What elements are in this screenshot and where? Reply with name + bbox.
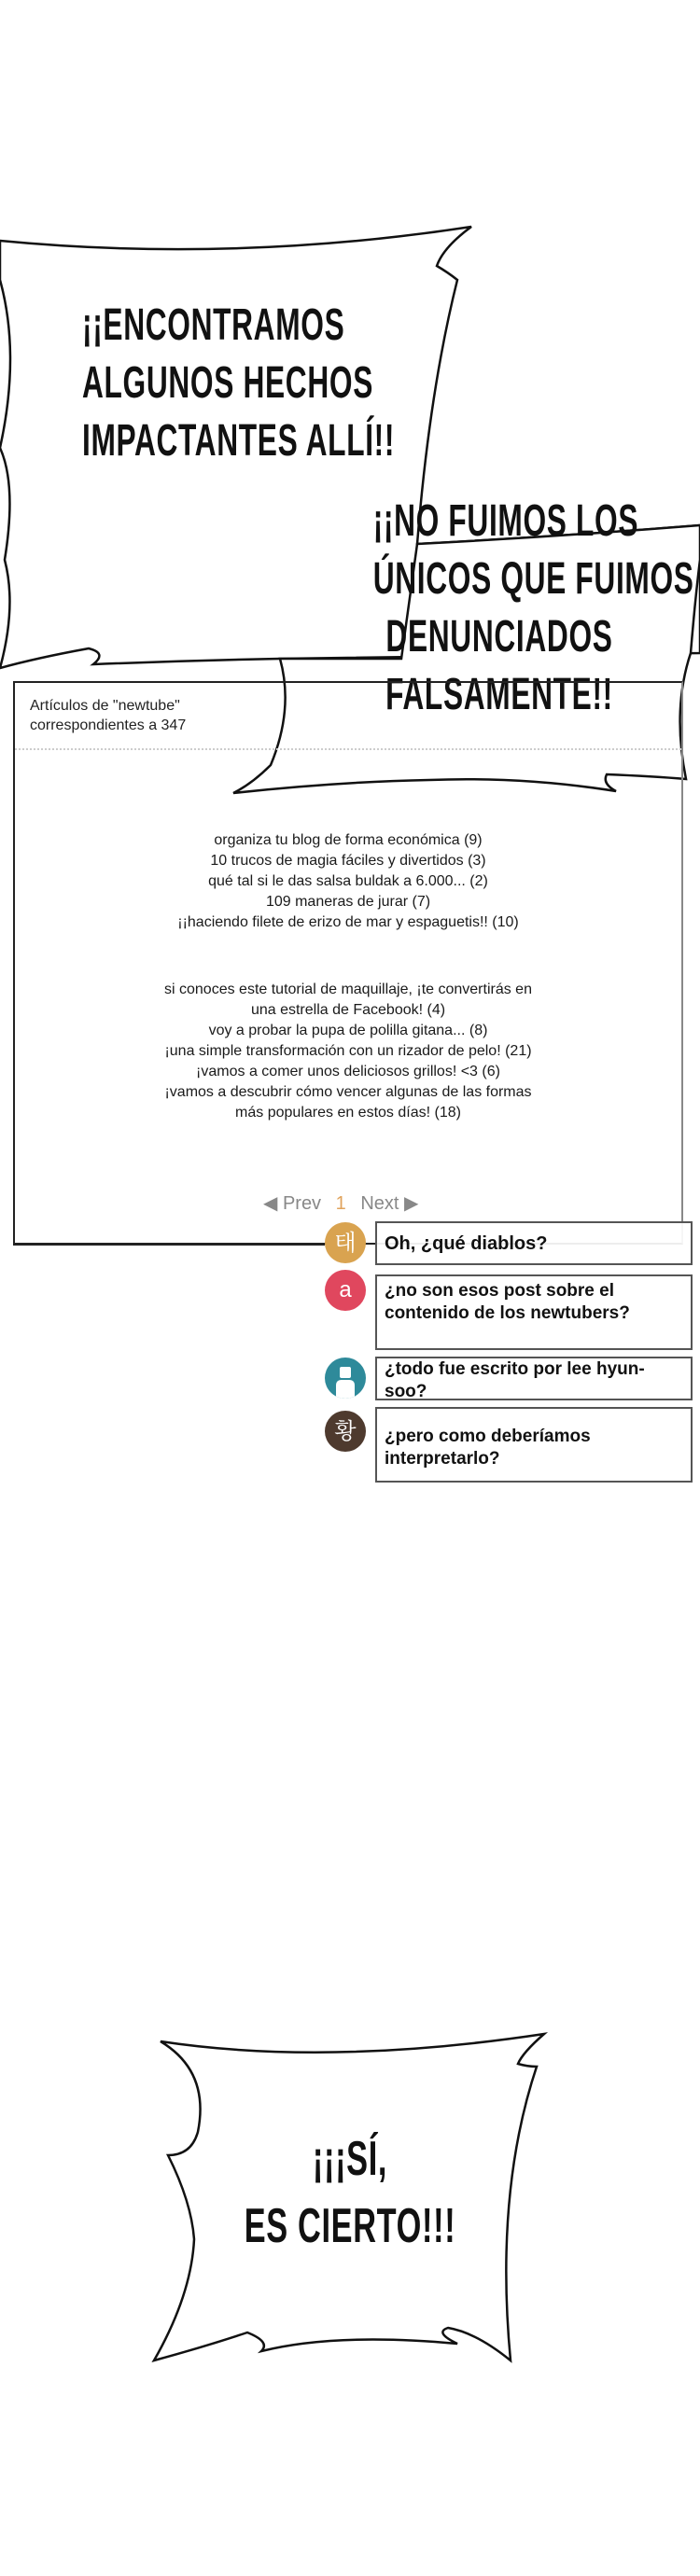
articles-panel xyxy=(13,681,683,1245)
article-link[interactable]: si conoces este tutorial de maquillaje, ¡te convertirás en xyxy=(164,982,532,997)
comment-text: ¿no son esos post sobre el contenido de los newtubers? xyxy=(385,1281,630,1323)
article-list-2 xyxy=(15,980,681,1123)
bubble-line: DENUNCIADOS xyxy=(385,612,613,661)
comment-text: ¿pero como deberíamos interpretarlo? xyxy=(385,1427,591,1469)
avatar xyxy=(325,1411,366,1452)
bubble-text-top-left xyxy=(19,297,396,470)
comment-text: ¿todo fue escrito por lee hyun-soo? xyxy=(385,1359,645,1401)
bubble-line: ES CIERTO!!! xyxy=(244,2199,456,2253)
comment xyxy=(375,1407,693,1483)
avatar-initial: 태 xyxy=(334,1230,357,1256)
current-page[interactable]: 1 xyxy=(335,1193,346,1214)
bubble-line: ÚNICOS QUE FUIMOS xyxy=(372,554,694,604)
avatar xyxy=(325,1270,366,1311)
person-icon xyxy=(325,1358,366,1399)
article-link[interactable]: 10 trucos de magia fáciles y divertidos (3) xyxy=(210,853,486,869)
article-link[interactable]: una estrella de Facebook! (4) xyxy=(250,1002,446,1018)
article-link[interactable]: ¡una simple transformación con un rizador de pelo! (21) xyxy=(164,1043,532,1059)
avatar xyxy=(325,1222,366,1263)
article-link[interactable]: ¡vamos a comer unos deliciosos grillos! <3 (6) xyxy=(196,1064,500,1079)
article-link[interactable]: organiza tu blog de forma económica (9) xyxy=(214,832,483,848)
bubble-line: ALGUNOS HECHOS xyxy=(82,358,373,408)
header-divider xyxy=(15,748,681,750)
bubble-line: ¡¡ENCONTRAMOS xyxy=(82,300,345,350)
panel-header xyxy=(30,696,186,735)
bubble-line: FALSAMENTE!! xyxy=(385,670,613,719)
article-link[interactable]: más populares en estos días! (18) xyxy=(235,1105,461,1121)
article-link[interactable]: ¡¡haciendo filete de erizo de mar y espaguetis!! (10) xyxy=(177,914,519,930)
avatar-initial: a xyxy=(339,1277,352,1302)
article-link[interactable]: ¡vamos a descubrir cómo vencer algunas de las formas xyxy=(164,1084,532,1100)
bubble-line: IMPACTANTES ALLÍ!! xyxy=(82,416,396,466)
next-page-button[interactable]: Next ▶ xyxy=(360,1193,419,1214)
article-link[interactable]: 109 maneras de jurar (7) xyxy=(265,894,431,910)
bubble-line: ¡¡NO FUIMOS LOS xyxy=(372,496,639,546)
pagination xyxy=(263,1192,427,1215)
bubble-line: ¡¡¡SÍ, xyxy=(312,2132,388,2186)
article-link[interactable]: qué tal si le das salsa buldak a 6.000... (2) xyxy=(208,873,488,889)
bubble-text-bottom xyxy=(177,2125,523,2260)
comment-text: Oh, ¿qué diablos? xyxy=(385,1233,548,1254)
person-silhouette-icon xyxy=(325,1358,366,1399)
comment xyxy=(375,1221,693,1265)
comment xyxy=(375,1357,693,1400)
panel-header-line: Artículos de "newtube" xyxy=(30,698,180,714)
prev-page-button[interactable]: ◀ Prev xyxy=(263,1193,322,1214)
avatar-initial: 황 xyxy=(334,1418,357,1444)
comment xyxy=(375,1274,693,1350)
article-link[interactable]: voy a probar la pupa de polilla gitana... (8) xyxy=(208,1023,488,1038)
article-list-1 xyxy=(15,830,681,933)
connector-line xyxy=(13,1244,325,1246)
panel-header-line: correspondientes a 347 xyxy=(30,717,187,733)
